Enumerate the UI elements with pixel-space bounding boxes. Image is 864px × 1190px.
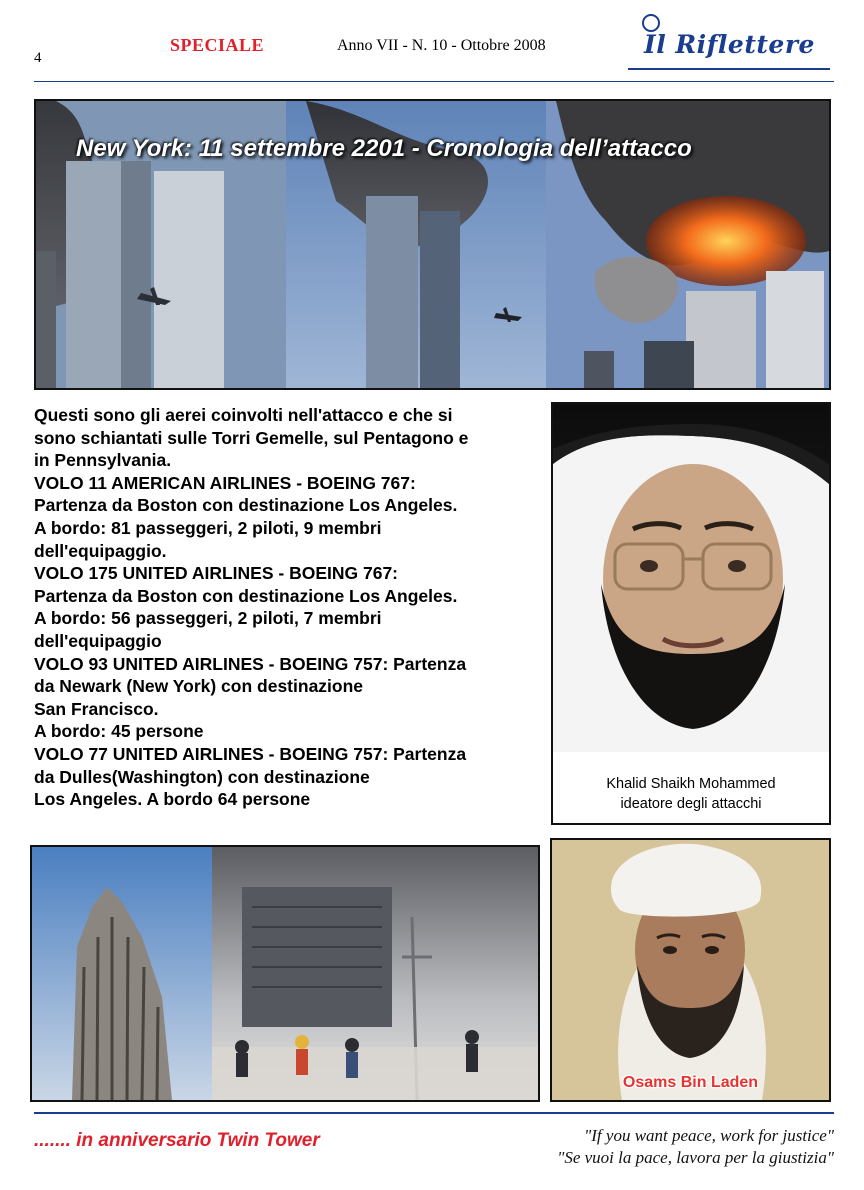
article-line: da Dulles(Washington) con destinazione [34,766,370,787]
khalid-portrait-photo [553,404,829,752]
article-line: Los Angeles. A bordo 64 persone [34,789,311,810]
article-line: Questi sono gli aerei coinvolti nell'attacco e che si [34,405,453,425]
khalid-caption [553,774,829,814]
khalid-caption-name: Khalid Shaikh Mohammed [606,776,776,792]
logo-text: Il Riflettere [644,30,815,59]
hero-photo-twin-towers [34,99,831,390]
footer-divider [34,1112,834,1114]
article-line: Partenza da Boston con destinazione Los Angeles. [34,495,458,516]
article-line: da Newark (New York) con destinazione [34,676,364,697]
ruins-illustration [32,847,538,1100]
issue-info: Anno VII - N. 10 - Ottobre 2008 [337,37,546,54]
article-line: San Francisco. [34,698,159,719]
footer-quote-italian: "Se vuoi la pace, lavora per la giustizia" [557,1148,834,1167]
article-line: A bordo: 56 passeggeri, 2 piloti, 7 membri [34,608,382,629]
article-line: VOLO 175 UNITED AIRLINES - BOEING 767: [34,563,399,584]
khalid-caption-role: ideatore degli attacchi [620,796,762,812]
bin-laden-portrait-box [550,838,831,1102]
article-line: dell'equipaggio [34,630,162,651]
page-number: 4 [34,50,42,66]
article-line: in Pennsylvania. [34,450,172,471]
article-line: VOLO 11 AMERICAN AIRLINES - BOEING 767: [34,472,416,493]
article-line: A bordo: 81 passeggeri, 2 piloti, 9 membri [34,517,382,538]
logo-underline [628,68,830,70]
ground-zero-ruins-photo [30,845,540,1102]
footer-quote [470,1125,834,1169]
article-line: dell'equipaggio. [34,540,167,561]
hero-title: New York: 11 settembre 2201 - Cronologia dell’attacco [76,135,692,162]
article-line: Partenza da Boston con destinazione Los Angeles. [34,585,458,606]
article-line: sono schiantati sulle Torri Gemelle, sul Pentagono e [34,427,469,448]
bin-laden-caption: Osams Bin Laden [622,1074,759,1091]
khalid-portrait-box [551,402,831,825]
masthead-logo [636,12,832,72]
bin-laden-illustration [552,840,829,1100]
footer-quote-english: "If you want peace, work for justice" [584,1126,834,1145]
article-line: A bordo: 45 persone [34,721,204,742]
portrait-illustration [553,404,829,752]
article-line: VOLO 93 UNITED AIRLINES - BOEING 757: Partenza [34,653,467,674]
section-label: SPECIALE [170,35,265,55]
footer-anniversary: ....... in anniversario Twin Tower [34,1130,320,1151]
header-divider [34,81,834,82]
article-line: VOLO 77 UNITED AIRLINES - BOEING 757: Partenza [34,743,467,764]
flights-article [34,404,539,811]
